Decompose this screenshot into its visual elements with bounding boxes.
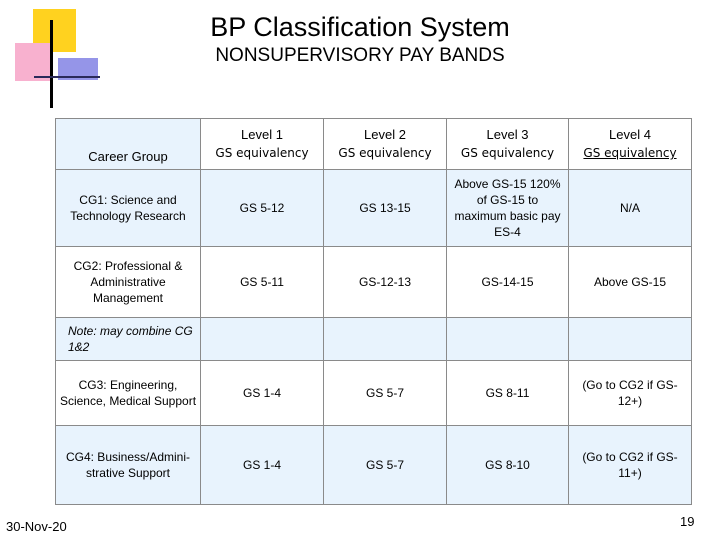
band-cell: N/A (569, 170, 692, 247)
header-level-1 (201, 119, 324, 170)
table-row (56, 247, 692, 318)
table-row-note (56, 318, 692, 361)
band-cell: GS-14-15 (447, 247, 569, 318)
level-3-equiv: GS equivalency (460, 146, 555, 160)
band-cell: GS 8-11 (447, 361, 569, 426)
band-cell: GS 5-7 (324, 361, 447, 426)
band-cell: GS-12-13 (324, 247, 447, 318)
pay-bands-table (55, 118, 692, 505)
band-cell: GS 13-15 (324, 170, 447, 247)
band-cell: GS 8-10 (447, 426, 569, 505)
career-group-cell: CG3: Engineering, Science, Medical Support (56, 361, 201, 426)
logo-horizontal-line (34, 76, 100, 78)
band-cell: Above GS-15 (569, 247, 692, 318)
career-group-cell: CG1: Science and Technology Research (56, 170, 201, 247)
header-level-4 (569, 119, 692, 170)
band-cell: (Go to CG2 if GS-11+) (569, 426, 692, 505)
level-2-name: Level 2 (364, 127, 406, 142)
career-group-cell: CG2: Professional & Administrative Management (56, 247, 201, 318)
empty-cell (324, 318, 447, 361)
band-cell: GS 1-4 (201, 426, 324, 505)
career-group-cell: CG4: Business/Admini-strative Support (56, 426, 201, 505)
level-4-equiv: GS equivalency (583, 146, 677, 160)
slide-title: BP Classification System (210, 12, 510, 42)
table-header-row (56, 119, 692, 170)
level-3-name: Level 3 (486, 127, 529, 142)
combine-note: Note: may combine CG 1&2 (56, 318, 201, 361)
table-row (56, 361, 692, 426)
header-level-3 (447, 119, 569, 170)
empty-cell (201, 318, 324, 361)
band-cell: GS 1-4 (201, 361, 324, 426)
level-1-name: Level 1 (241, 127, 283, 142)
band-cell: Above GS-15 120% of GS-15 to maximum basic pay ES-4 (447, 170, 569, 247)
empty-cell (569, 318, 692, 361)
page-number: 19 (680, 514, 695, 529)
band-cell: GS 5-7 (324, 426, 447, 505)
table-row (56, 426, 692, 505)
header-career-group: Career Group (56, 119, 201, 170)
level-2-equiv: GS equivalency (338, 146, 432, 160)
band-cell: GS 5-12 (201, 170, 324, 247)
slide-subtitle: NONSUPERVISORY PAY BANDS (215, 45, 505, 66)
level-1-equiv: GS equivalency (215, 146, 309, 160)
band-cell: (Go to CG2 if GS-12+) (569, 361, 692, 426)
header-level-2 (324, 119, 447, 170)
empty-cell (447, 318, 569, 361)
footer-date: 30-Nov-20 (6, 519, 67, 534)
band-cell: GS 5-11 (201, 247, 324, 318)
level-4-name: Level 4 (609, 127, 651, 142)
table-row (56, 170, 692, 247)
